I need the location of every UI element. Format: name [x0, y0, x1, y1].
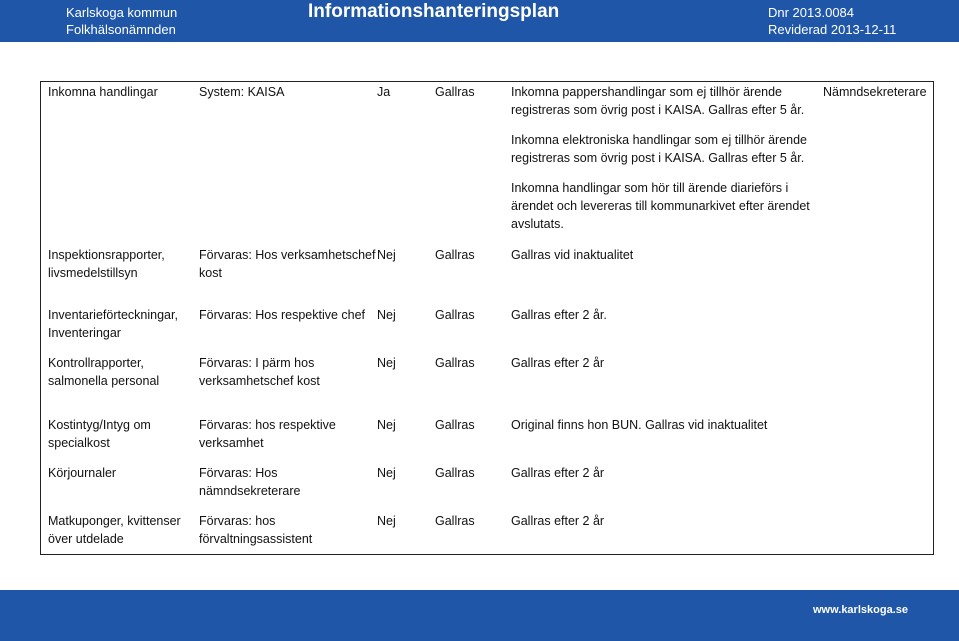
department-name: Folkhälsonämnden — [66, 22, 176, 37]
comment-paragraph: Inkomna handlingar som hör till ärende diarieförs i ärendet och levereras till kommunarkivet efter ärendet avslutats. — [511, 181, 810, 231]
responsible-cell: Nämndsekreterare — [823, 85, 927, 99]
action-cell: Gallras — [435, 418, 475, 432]
personal-data-cell: Nej — [377, 514, 396, 528]
storage-cell: Förvaras: Hos verksamhetschef kost — [199, 248, 376, 280]
registration-number: Dnr 2013.0084 — [768, 5, 855, 20]
document-type-cell: Körjournaler — [48, 466, 117, 480]
comment-paragraph: Inkomna pappershandlingar som ej tillhör ärende registreras som övrig post i KAISA. Gallras efter 5 år. — [511, 85, 805, 117]
document-title: Informationshanteringsplan — [308, 1, 560, 22]
storage-cell: Förvaras: Hos respektive chef — [199, 308, 366, 322]
comment-cell: Gallras efter 2 år — [511, 356, 605, 370]
action-cell: Gallras — [435, 514, 475, 528]
page-header — [0, 0, 959, 42]
website-link[interactable]: www.karlskoga.se — [813, 604, 908, 616]
comment-cell: Original finns hon BUN. Gallras vid inaktualitet — [511, 418, 768, 432]
document-type-cell: Matkuponger, kvittenser över utdelade — [48, 514, 181, 546]
action-cell: Gallras — [435, 466, 475, 480]
personal-data-cell: Nej — [377, 466, 396, 480]
document-type-cell: Kontrollrapporter, salmonella personal — [48, 356, 160, 388]
comment-paragraph: Inkomna elektroniska handlingar som ej tillhör ärende registreras som övrig post i KAISA. Gallras efter 5 år. — [511, 133, 807, 165]
comment-cell: Gallras vid inaktualitet — [511, 248, 634, 262]
personal-data-cell: Nej — [377, 248, 396, 262]
document-type-cell: Inventarieförteckningar, Inventeringar — [48, 308, 178, 340]
document-type-cell: Kostintyg/Intyg om specialkost — [48, 418, 151, 450]
document-type-cell: Inspektionsrapporter, livsmedelstillsyn — [48, 248, 165, 280]
revision-date: Reviderad 2013-12-11 — [768, 22, 897, 37]
document-type-cell: Inkomna handlingar — [48, 85, 158, 99]
organization-name: Karlskoga kommun — [66, 5, 178, 20]
storage-cell: System: KAISA — [199, 85, 285, 99]
information-management-table — [40, 81, 934, 555]
storage-cell: Förvaras: I pärm hos verksamhetschef kost — [199, 356, 320, 388]
personal-data-cell: Nej — [377, 418, 396, 432]
action-cell: Gallras — [435, 248, 475, 262]
storage-cell: Förvaras: hos förvaltningsassistent — [199, 514, 313, 546]
storage-cell: Förvaras: hos respektive verksamhet — [199, 418, 336, 450]
comment-cell: Gallras efter 2 år — [511, 466, 605, 480]
personal-data-cell: Nej — [377, 308, 396, 322]
comment-cell: Gallras efter 2 år. — [511, 308, 607, 322]
storage-cell: Förvaras: Hos nämndsekreterare — [199, 466, 301, 498]
personal-data-cell: Nej — [377, 356, 396, 370]
action-cell: Gallras — [435, 356, 475, 370]
comment-cell: Gallras efter 2 år — [511, 514, 605, 528]
action-cell: Gallras — [435, 85, 475, 99]
action-cell: Gallras — [435, 308, 475, 322]
page-footer — [0, 590, 959, 641]
personal-data-cell: Ja — [377, 85, 391, 99]
comment-cell — [511, 83, 811, 233]
